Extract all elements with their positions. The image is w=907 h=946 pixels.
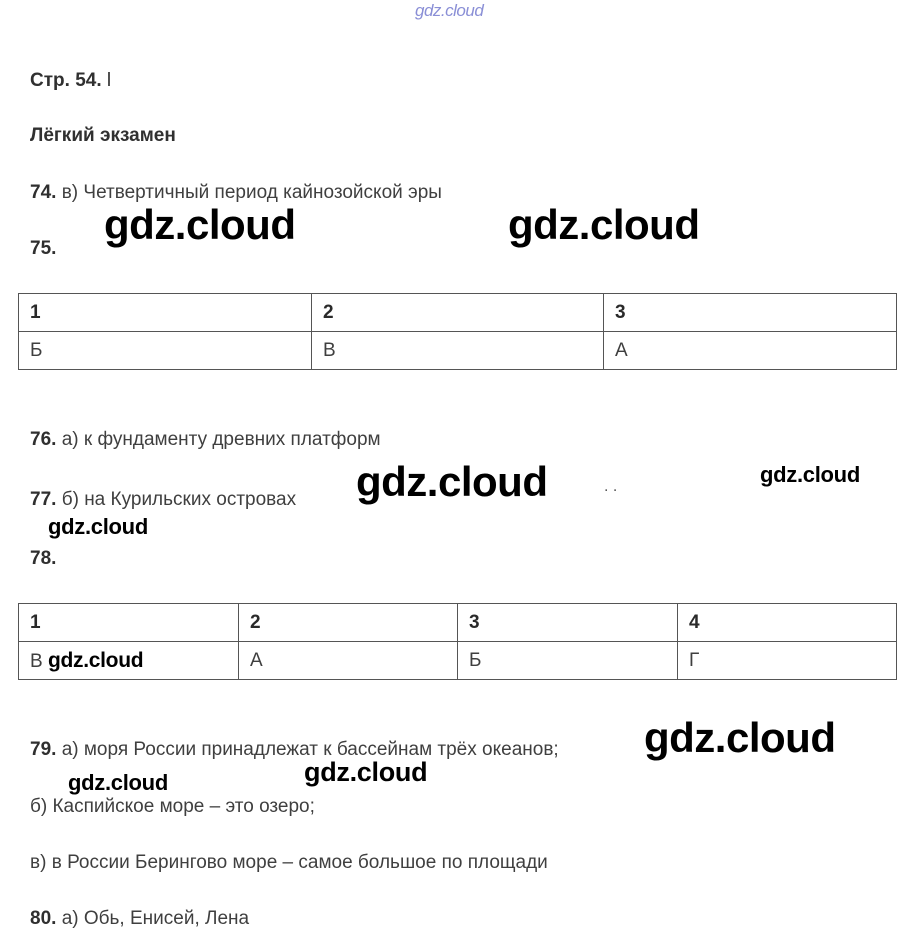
answer-76-text: а) к фундаменту древних платформ	[56, 429, 381, 450]
answer-78-number: 78.	[30, 548, 57, 569]
answer-75-number: 75.	[30, 238, 57, 259]
table-cell: А	[239, 642, 458, 680]
table-header-cell: 2	[239, 604, 458, 642]
table-cell: Б	[458, 642, 678, 680]
watermark-1: gdz.cloud	[104, 201, 296, 248]
answer-77-number: 77.	[30, 489, 57, 510]
answer-80-number: 80.	[30, 908, 57, 929]
table-row	[19, 332, 897, 370]
table-cell-value: В	[30, 650, 43, 672]
answer-77	[30, 489, 296, 511]
table-cell: В	[312, 332, 604, 370]
watermark-2: gdz.cloud	[508, 201, 700, 248]
answer-79-text-c: в) в России Берингово море – самое большое по площади	[30, 852, 548, 873]
answer-79-text-a: а) моря России принадлежат к бассейнам трёх океанов;	[56, 739, 559, 760]
table-header-cell: 4	[678, 604, 897, 642]
table-header-row	[19, 294, 897, 332]
answer-74-number: 74.	[30, 182, 57, 203]
answer-76-number: 76.	[30, 429, 57, 450]
table-cell: А	[604, 332, 897, 370]
answer-80-text: а) Обь, Енисей, Лена	[56, 908, 250, 929]
answer-74-text: в) Четвертичный период кайнозойской эры	[56, 182, 442, 203]
page-reference	[30, 70, 111, 92]
table-header-cell: 3	[604, 294, 897, 332]
table-header-cell: 2	[312, 294, 604, 332]
page-reference-label: Стр. 54.	[30, 70, 107, 91]
watermark-4: gdz.cloud	[760, 462, 860, 487]
table-cell: Г	[678, 642, 897, 680]
answer-80	[30, 908, 249, 930]
stray-dots: . .	[604, 478, 618, 495]
answer-77-text: б) на Курильских островах	[56, 489, 297, 510]
section-title: Лёгкий экзамен	[30, 125, 176, 146]
answer-79	[30, 739, 559, 761]
watermark-7: gdz.cloud	[644, 714, 836, 761]
watermark-8: gdz.cloud	[68, 770, 168, 795]
watermark-6: gdz.cloud	[47, 648, 144, 672]
table-row	[19, 642, 897, 680]
answer-75-table	[18, 293, 897, 370]
watermark-5: gdz.cloud	[48, 514, 148, 539]
table-header-cell: 1	[19, 294, 312, 332]
page-reference-tail: l	[106, 70, 112, 91]
watermark-9: gdz.cloud	[304, 757, 428, 787]
table-cell: Б	[19, 332, 312, 370]
answer-79-number: 79.	[30, 739, 57, 760]
table-header-cell: 3	[458, 604, 678, 642]
answer-78-table	[18, 603, 897, 680]
answer-79-text-b: б) Каспийское море – это озеро;	[30, 796, 315, 817]
watermark-top: gdz.cloud	[415, 1, 484, 20]
watermark-3: gdz.cloud	[356, 458, 548, 505]
table-header-row	[19, 604, 897, 642]
table-cell	[19, 642, 239, 680]
table-header-cell: 1	[19, 604, 239, 642]
answer-76	[30, 429, 381, 451]
